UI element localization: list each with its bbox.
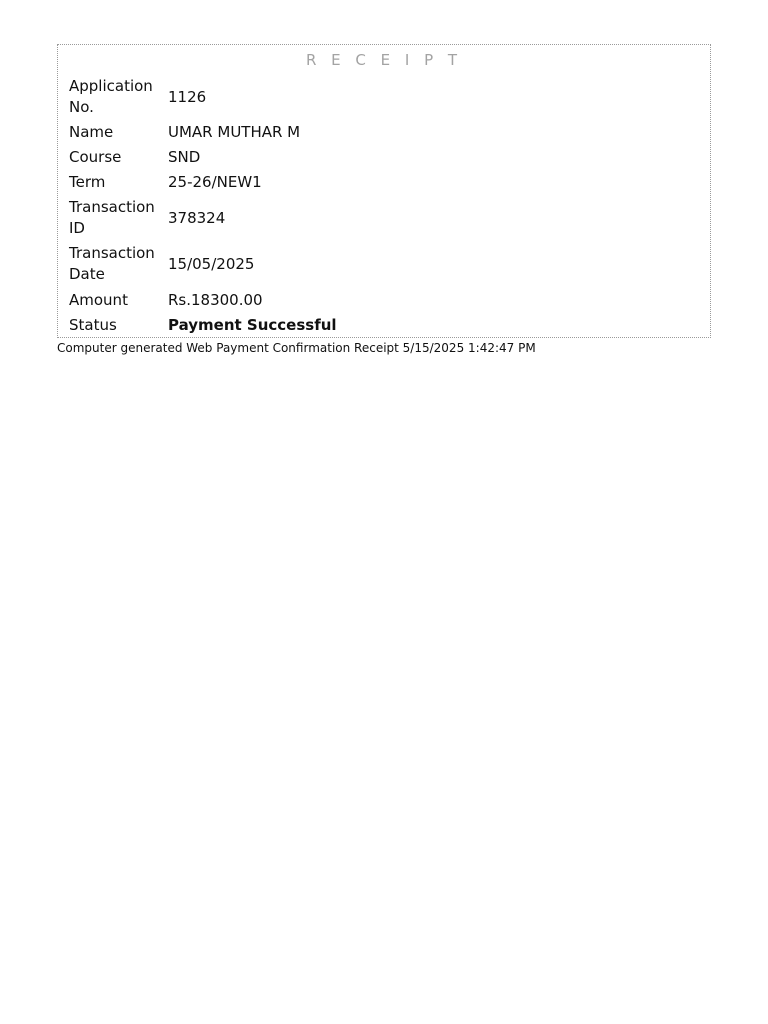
label-term: Term: [69, 173, 106, 191]
value-status: Payment Successful: [168, 316, 337, 334]
row-amount: [69, 290, 263, 311]
value-transaction-id: 378324: [168, 208, 226, 227]
receipt-title: R E C E I P T: [305, 51, 463, 69]
value-course: SND: [168, 148, 201, 166]
value-transaction-date: 15/05/2025: [168, 254, 255, 273]
row-term: [69, 172, 262, 193]
row-transaction-id: [69, 197, 225, 239]
label-amount: Amount: [69, 291, 128, 309]
label-name: Name: [69, 123, 114, 141]
label-application-no: Application No.: [69, 77, 153, 116]
receipt-box: [57, 44, 711, 338]
footer-note: Computer generated Web Payment Confirmation Receipt 5/15/2025 1:42:47 PM: [57, 341, 536, 355]
value-term: 25-26/NEW1: [168, 173, 262, 191]
row-course: [69, 147, 200, 168]
value-amount: Rs.18300.00: [168, 291, 263, 309]
label-course: Course: [69, 148, 122, 166]
label-status: Status: [69, 316, 117, 334]
value-application-no: 1126: [168, 87, 207, 106]
row-name: [69, 122, 300, 143]
label-transaction-date: Transaction Date: [69, 244, 155, 283]
row-transaction-date: [69, 243, 254, 285]
label-transaction-id: Transaction ID: [69, 198, 155, 237]
value-name: UMAR MUTHAR M: [168, 123, 301, 141]
row-application-no: [69, 76, 206, 118]
row-status: [69, 315, 337, 336]
